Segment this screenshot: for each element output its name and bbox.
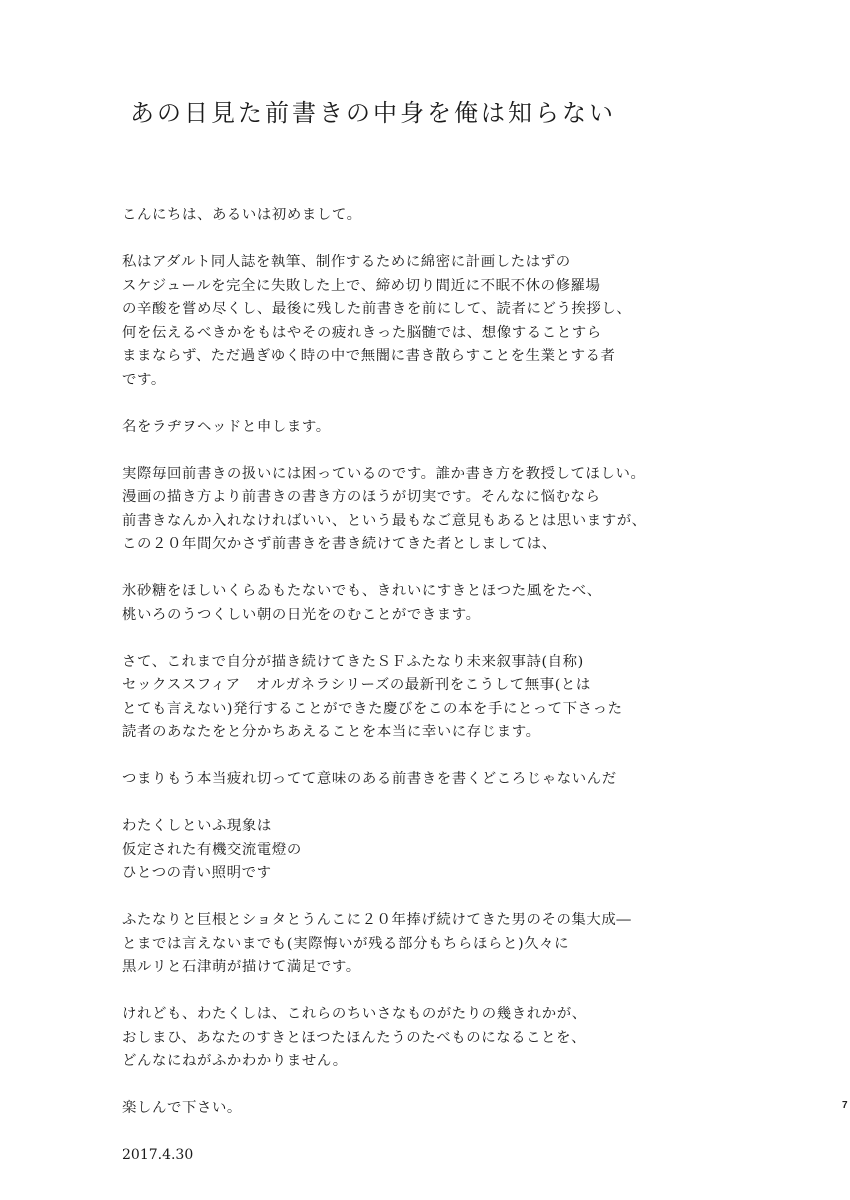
text-line: けれども、わたくしは、これらのちいさなものがたりの幾きれかが、 <box>122 1006 587 1022</box>
text-line: の辛酸を嘗め尽くし、最後に残した前書きを前にして、読者にどう挨拶し、 <box>122 301 632 317</box>
text-line: こんにちは、あるいは初めまして。 <box>122 207 362 223</box>
text-line: 前書きなんか入れなければいい、という最もなご意見もあるとは思いますが、 <box>122 512 647 529</box>
text-line: 氷砂糖をほしいくらゐもたないでも、きれいにすきとほつた風をたべ、 <box>122 583 602 599</box>
text-line: どんなにねがふかわかりません。 <box>122 1053 348 1069</box>
paragraph <box>122 768 722 792</box>
text-line: 実際毎回前書きの扱いには困っているのです。誰か書き方を教授してほしい。 <box>122 465 646 482</box>
paragraph <box>122 815 722 886</box>
paragraph <box>122 1144 722 1168</box>
text-line: さて、これまで自分が描き続けてきたＳＦふたなり未来叙事詩(自称) <box>122 653 584 670</box>
text-line: 読者のあなたをと分かちあえることを本当に幸いに存じます。 <box>122 724 541 740</box>
text-line: 私はアダルト同人誌を執筆、制作するために綿密に計画したはずの <box>122 254 571 270</box>
text-line: ひとつの青い照明です <box>122 865 272 881</box>
text-line: とまでは言えないまでも(実際悔いが残る部分もちらほらと)久々に <box>122 935 570 952</box>
text-line: 桃いろのうつくしい朝の日光をのむことができます。 <box>122 606 481 623</box>
text-line: ままならず、ただ過ぎゆく時の中で無闇に書き散らすことを生業とする者 <box>122 348 616 364</box>
paragraph <box>122 251 722 392</box>
paragraph <box>122 463 722 557</box>
page-number: 7 <box>842 1100 848 1111</box>
text-line: つまりもう本当疲れ切ってて意味のある前書きを書くどころじゃないんだ <box>122 771 617 787</box>
text-line: 黒ルリと石津萌が描けて満足です。 <box>122 959 361 975</box>
text-line: セックススフィア オルガネラシリーズの最新刊をこうして無事(とは <box>122 677 591 693</box>
text-line: 名をラヂヲヘッドと申します。 <box>122 418 331 435</box>
paragraph <box>122 580 722 627</box>
text-line: この２０年間欠かさず前書きを書き続けてきた者としましては、 <box>122 536 557 552</box>
paragraph <box>122 1003 722 1074</box>
text-line: ふたなりと巨根とショタとうんこに２０年捧げ続けてきた男のその集大成― <box>122 912 632 928</box>
text-line: です。 <box>122 371 166 388</box>
text-line: スケジュールを完全に失敗した上で、締め切り間近に不眠不休の修羅場 <box>122 277 601 294</box>
paragraph <box>122 1097 722 1121</box>
date-line: 2017.4.30 <box>122 1147 194 1163</box>
text-line: 漫画の描き方より前書きの書き方のほうが切実です。そんなに悩むなら <box>122 489 601 505</box>
text-line: とても言えない)発行することができた慶びをこの本を手にとって下さった <box>122 700 623 717</box>
paragraph <box>122 909 722 980</box>
text-line: わたくしといふ現象は <box>122 818 272 834</box>
paragraph <box>122 651 722 745</box>
text-line: おしまひ、あなたのすきとほつたほんたうのたべものになることを、 <box>122 1029 587 1046</box>
paragraph <box>122 416 722 440</box>
page-title: あの日見た前書きの中身を俺は知らない <box>130 99 616 127</box>
paragraph <box>122 204 722 228</box>
text-line: 楽しんで下さい。 <box>122 1100 242 1116</box>
body-text <box>122 204 722 1191</box>
text-line: 何を伝えるべきかをもはやその疲れきった脳髄では、想像することすら <box>122 324 602 341</box>
text-line: 仮定された有機交流電燈の <box>122 841 302 858</box>
